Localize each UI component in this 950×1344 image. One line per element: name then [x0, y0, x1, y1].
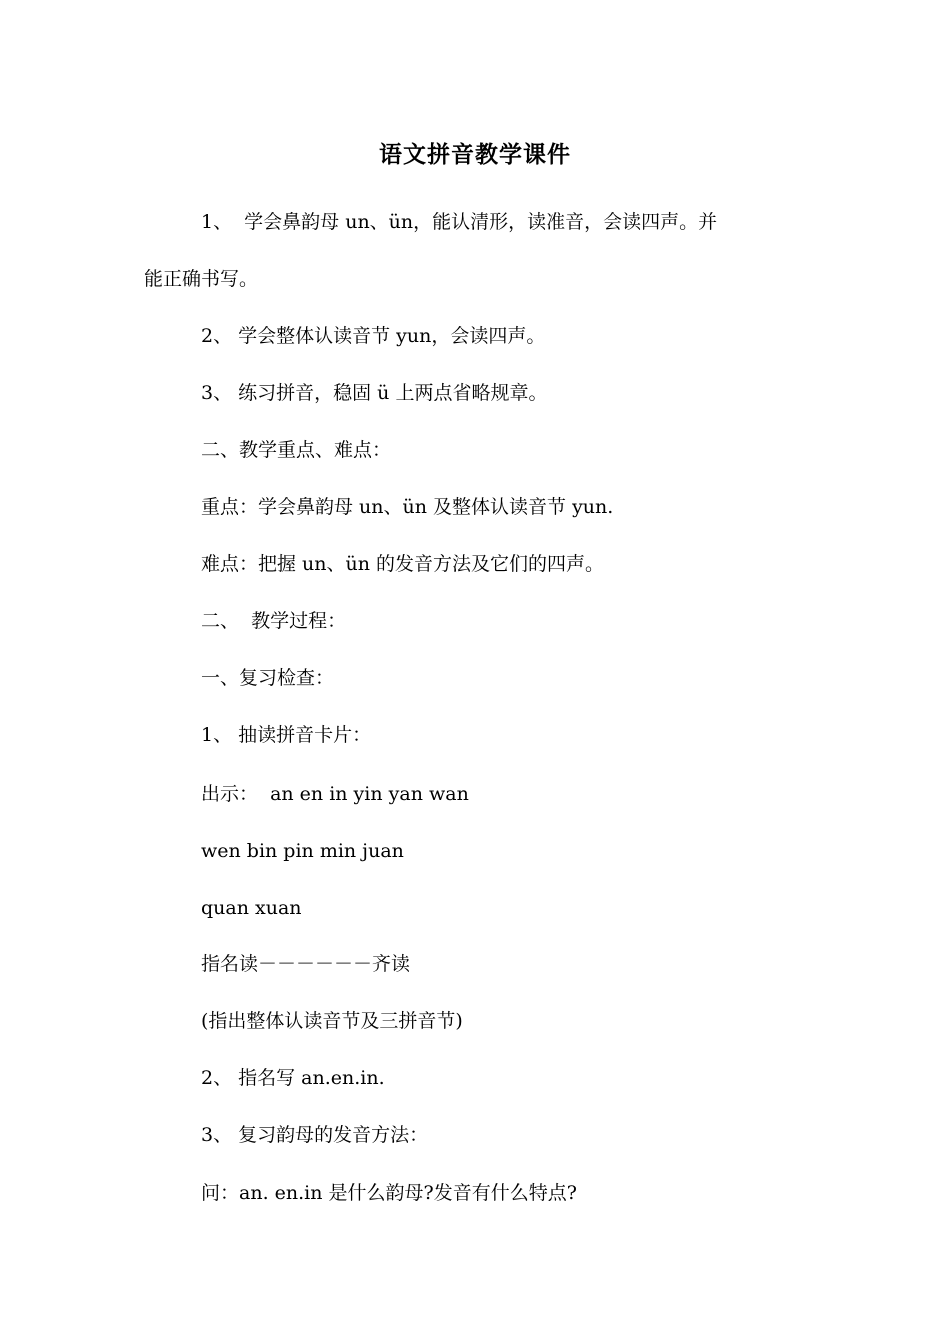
- document-title: 语文拼音教学课件: [379, 141, 571, 168]
- text-line: wen bin pin min juan: [201, 840, 404, 862]
- text-line: 能正确书写。: [144, 268, 259, 290]
- text-line: 二、 教学过程：: [201, 610, 347, 632]
- text-line: 1、 抽读拼音卡片：: [201, 724, 372, 746]
- text-line: 2、 学会整体认读音节 yun，会读四声。: [201, 325, 546, 347]
- text-line: quan xuan: [201, 897, 302, 919]
- text-line: 指名读－－－－－－齐读: [201, 953, 411, 975]
- text-line: 出示： an en in yin yan wan: [201, 783, 469, 805]
- text-line: 问：an. en.in 是什么韵母?发音有什么特点?: [201, 1182, 577, 1204]
- text-line: (指出整体认读音节及三拼音节): [201, 1010, 463, 1032]
- text-line: 2、 指名写 an.en.in.: [201, 1067, 385, 1089]
- text-line: 一、复习检查：: [201, 667, 335, 689]
- text-line: 3、 复习韵母的发音方法：: [201, 1124, 429, 1146]
- text-line: 3、 练习拼音，稳固 ü 上两点省略规章。: [201, 382, 548, 404]
- text-line: 难点：把握 un、ün 的发音方法及它们的四声。: [201, 553, 605, 575]
- text-line: 1、 学会鼻韵母 un、ün，能认清形，读准音，会读四声。并: [201, 211, 718, 233]
- text-line: 重点：学会鼻韵母 un、ün 及整体认读音节 yun.: [201, 496, 614, 518]
- text-line: 二、教学重点、难点：: [201, 439, 392, 461]
